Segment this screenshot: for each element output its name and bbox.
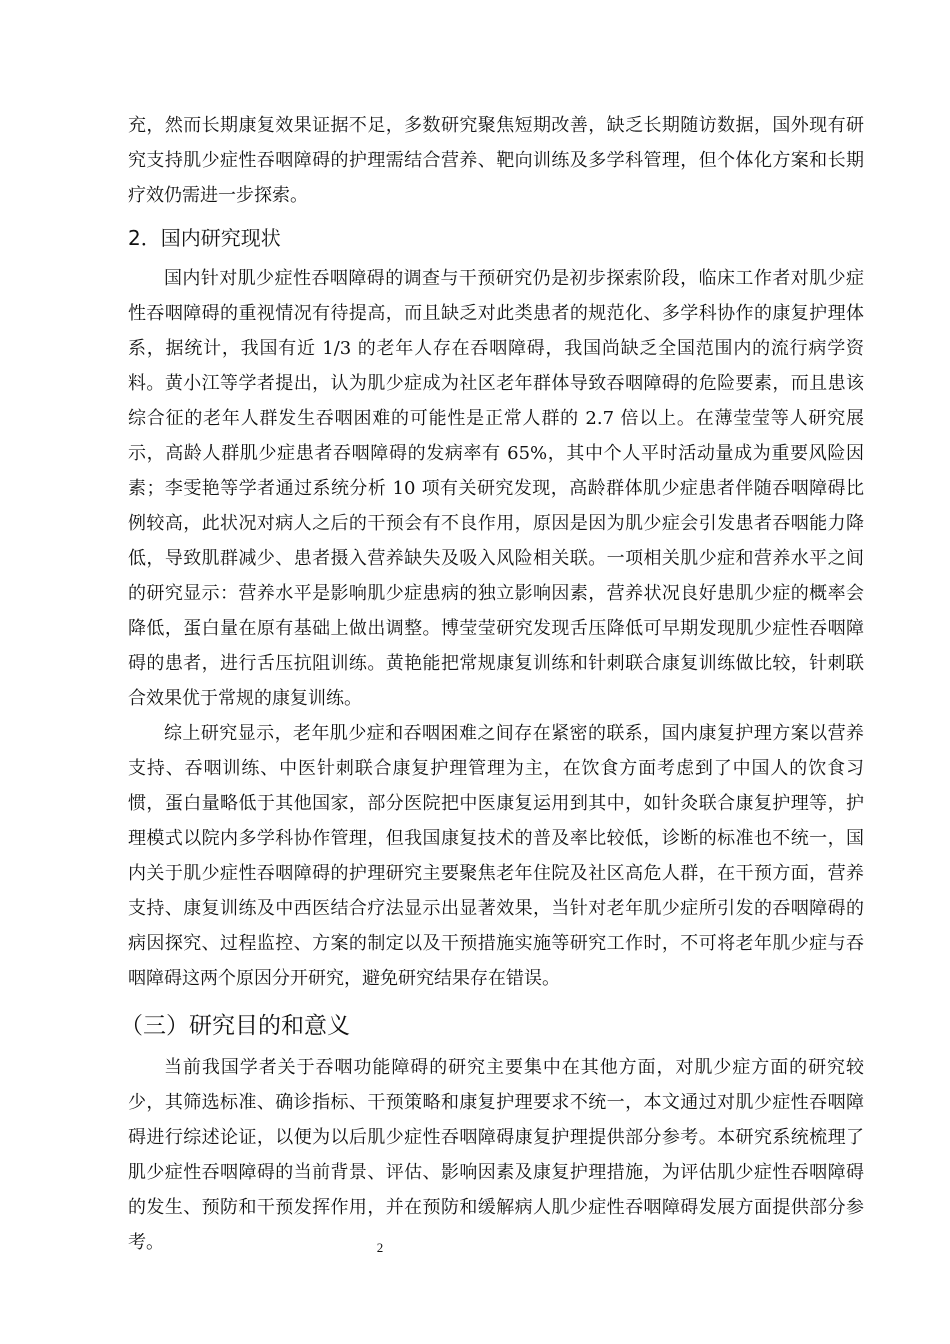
domestic-research-paragraph-2: 综上研究显示，老年肌少症和吞咽困难之间存在紧密的联系，国内康复护理方案以营养支持、吞咽训练、中医针刺联合康复护理管理为主，在饮食方面考虑到了中国人的饮食习惯，蛋白量略低于其他国家，部分医院把中医康复运用到其中，如针灸联合康复护理等，护理模式以院内多学科协作管理，但我国康复技术的普及率比较低，诊断的标准也不统一，国内关于肌少症性吞咽障碍的护理研究主要聚焦老年住院及社区高危人群，在干预方面，营养支持、康复训练及中西医结合疗法显示出显著效果，当针对老年肌少症所引发的吞咽障碍的病因探究、过程监控、方案的制定以及干预措施实施等研究工作时，不可将老年肌少症与吞咽障碍这两个原因分开研究，避免研究结果存在错误。 <box>128 723 864 989</box>
purpose-section-heading: （三）研究目的和意义 <box>120 1013 350 1039</box>
domestic-research-paragraph-1: 国内针对肌少症性吞咽障碍的调查与干预研究仍是初步探索阶段，临床工作者对肌少症性吞咽障碍的重视情况有待提高，而且缺乏对此类患者的规范化、多学科协作的康复护理体系，据统计，我国有近 1/3 的老年人存在吞咽障碍，我国尚缺乏全国范围内的流行病学资料。黄小江等学者提出，认为肌少症成为社区老年群体导致吞咽障碍的危险要素，而且患该综合征的老年人群发生吞咽困难的可能性是正常人群的 2.7 倍以上。在薄莹莹等人研究展示，高龄人群肌少症患者吞咽障碍的发病率有 65%，其中个人平时活动量成为重要风险因素；李雯艳等学者通过系统分析 10 项有关研究发现，高龄群体肌少症患者伴随吞咽障碍比例较高，此状况对病人之后的干预会有不良作用，原因是因为肌少症会引发患者吞咽能力降低，导致肌群减少、患者摄入营养缺失及吸入风险相关联。一项相关肌少症和营养水平之间的研究显示：营养水平是影响肌少症患病的独立影响因素，营养状况良好患肌少症的概率会降低，蛋白量在原有基础上做出调整。博莹莹研究发现舌压降低可早期发现肌少症性吞咽障碍的患者，进行舌压抗阻训练。黄艳能把常规康复训练和针刺联合康复训练做比较，针刺联合效果优于常规的康复训练。 <box>128 268 864 709</box>
page-number: 2 <box>376 1240 384 1255</box>
carryover-paragraph: 充，然而长期康复效果证据不足，多数研究聚焦短期改善，缺乏长期随访数据，国外现有研究支持肌少症性吞咽障碍的护理需结合营养、靶向训练及多学科管理，但个体化方案和长期疗效仍需进一步探索。 <box>128 115 864 206</box>
purpose-paragraph: 当前我国学者关于吞咽功能障碍的研究主要集中在其他方面，对肌少症方面的研究较少，其筛选标准、确诊指标、干预策略和康复护理要求不统一，本文通过对肌少症性吞咽障碍进行综述论证，以便为以后肌少症性吞咽障碍康复护理提供部分参考。本研究系统梳理了肌少症性吞咽障碍的当前背景、评估、影响因素及康复护理措施，为评估肌少症性吞咽障碍的发生、预防和干预发挥作用，并在预防和缓解病人肌少症性吞咽障碍发展方面提供部分参考。 <box>128 1057 864 1253</box>
domestic-research-heading: 2．国内研究现状 <box>128 226 281 250</box>
page-content <box>120 108 864 1260</box>
